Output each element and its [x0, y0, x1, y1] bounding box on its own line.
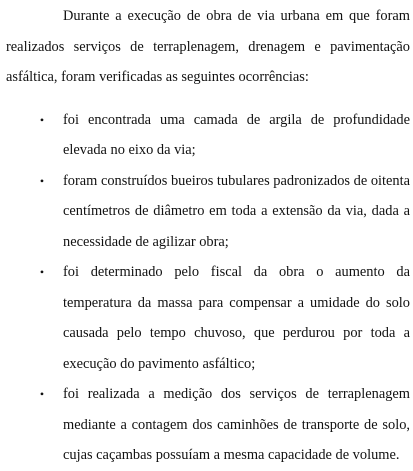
- bullet-icon: •: [39, 265, 45, 279]
- list-item: [6, 257, 410, 379]
- list-item-text: foi encontrada uma camada de argila de profundidade elevada no eixo da via;: [63, 111, 410, 158]
- list-item-text: foi determinado pelo fiscal da obra o aumento da temperatura da massa para compensar a umidade do solo causada pelo tempo chuvoso, que perdurou por toda a execução do pavimento asfáltico;: [63, 264, 410, 372]
- list-item-text: foi realizada a medição dos serviços de terraplenagem mediante a contagem dos caminhões de transporte de solo, cujas caçambas possuíam a mesma capacidade de volume.: [63, 386, 410, 463]
- intro-paragraph: Durante a execução de obra de via urbana em que foram realizados serviços de terraplenagem, drenagem e pavimentação asfáltica, foram verificadas as seguintes ocorrências:: [6, 8, 410, 85]
- list-item-text: foram construídos bueiros tubulares padronizados de oitenta centímetros de diâmetro em toda a extensão da via, dada a necessidade de agilizar obra;: [63, 172, 410, 250]
- list-item: [6, 105, 410, 166]
- list-item: [6, 379, 410, 471]
- occurrence-list: [6, 105, 410, 471]
- bullet-icon: •: [39, 112, 45, 127]
- bullet-icon: •: [39, 387, 45, 401]
- document-body: [0, 1, 413, 471]
- bullet-icon: •: [39, 173, 45, 188]
- list-item: [6, 166, 410, 258]
